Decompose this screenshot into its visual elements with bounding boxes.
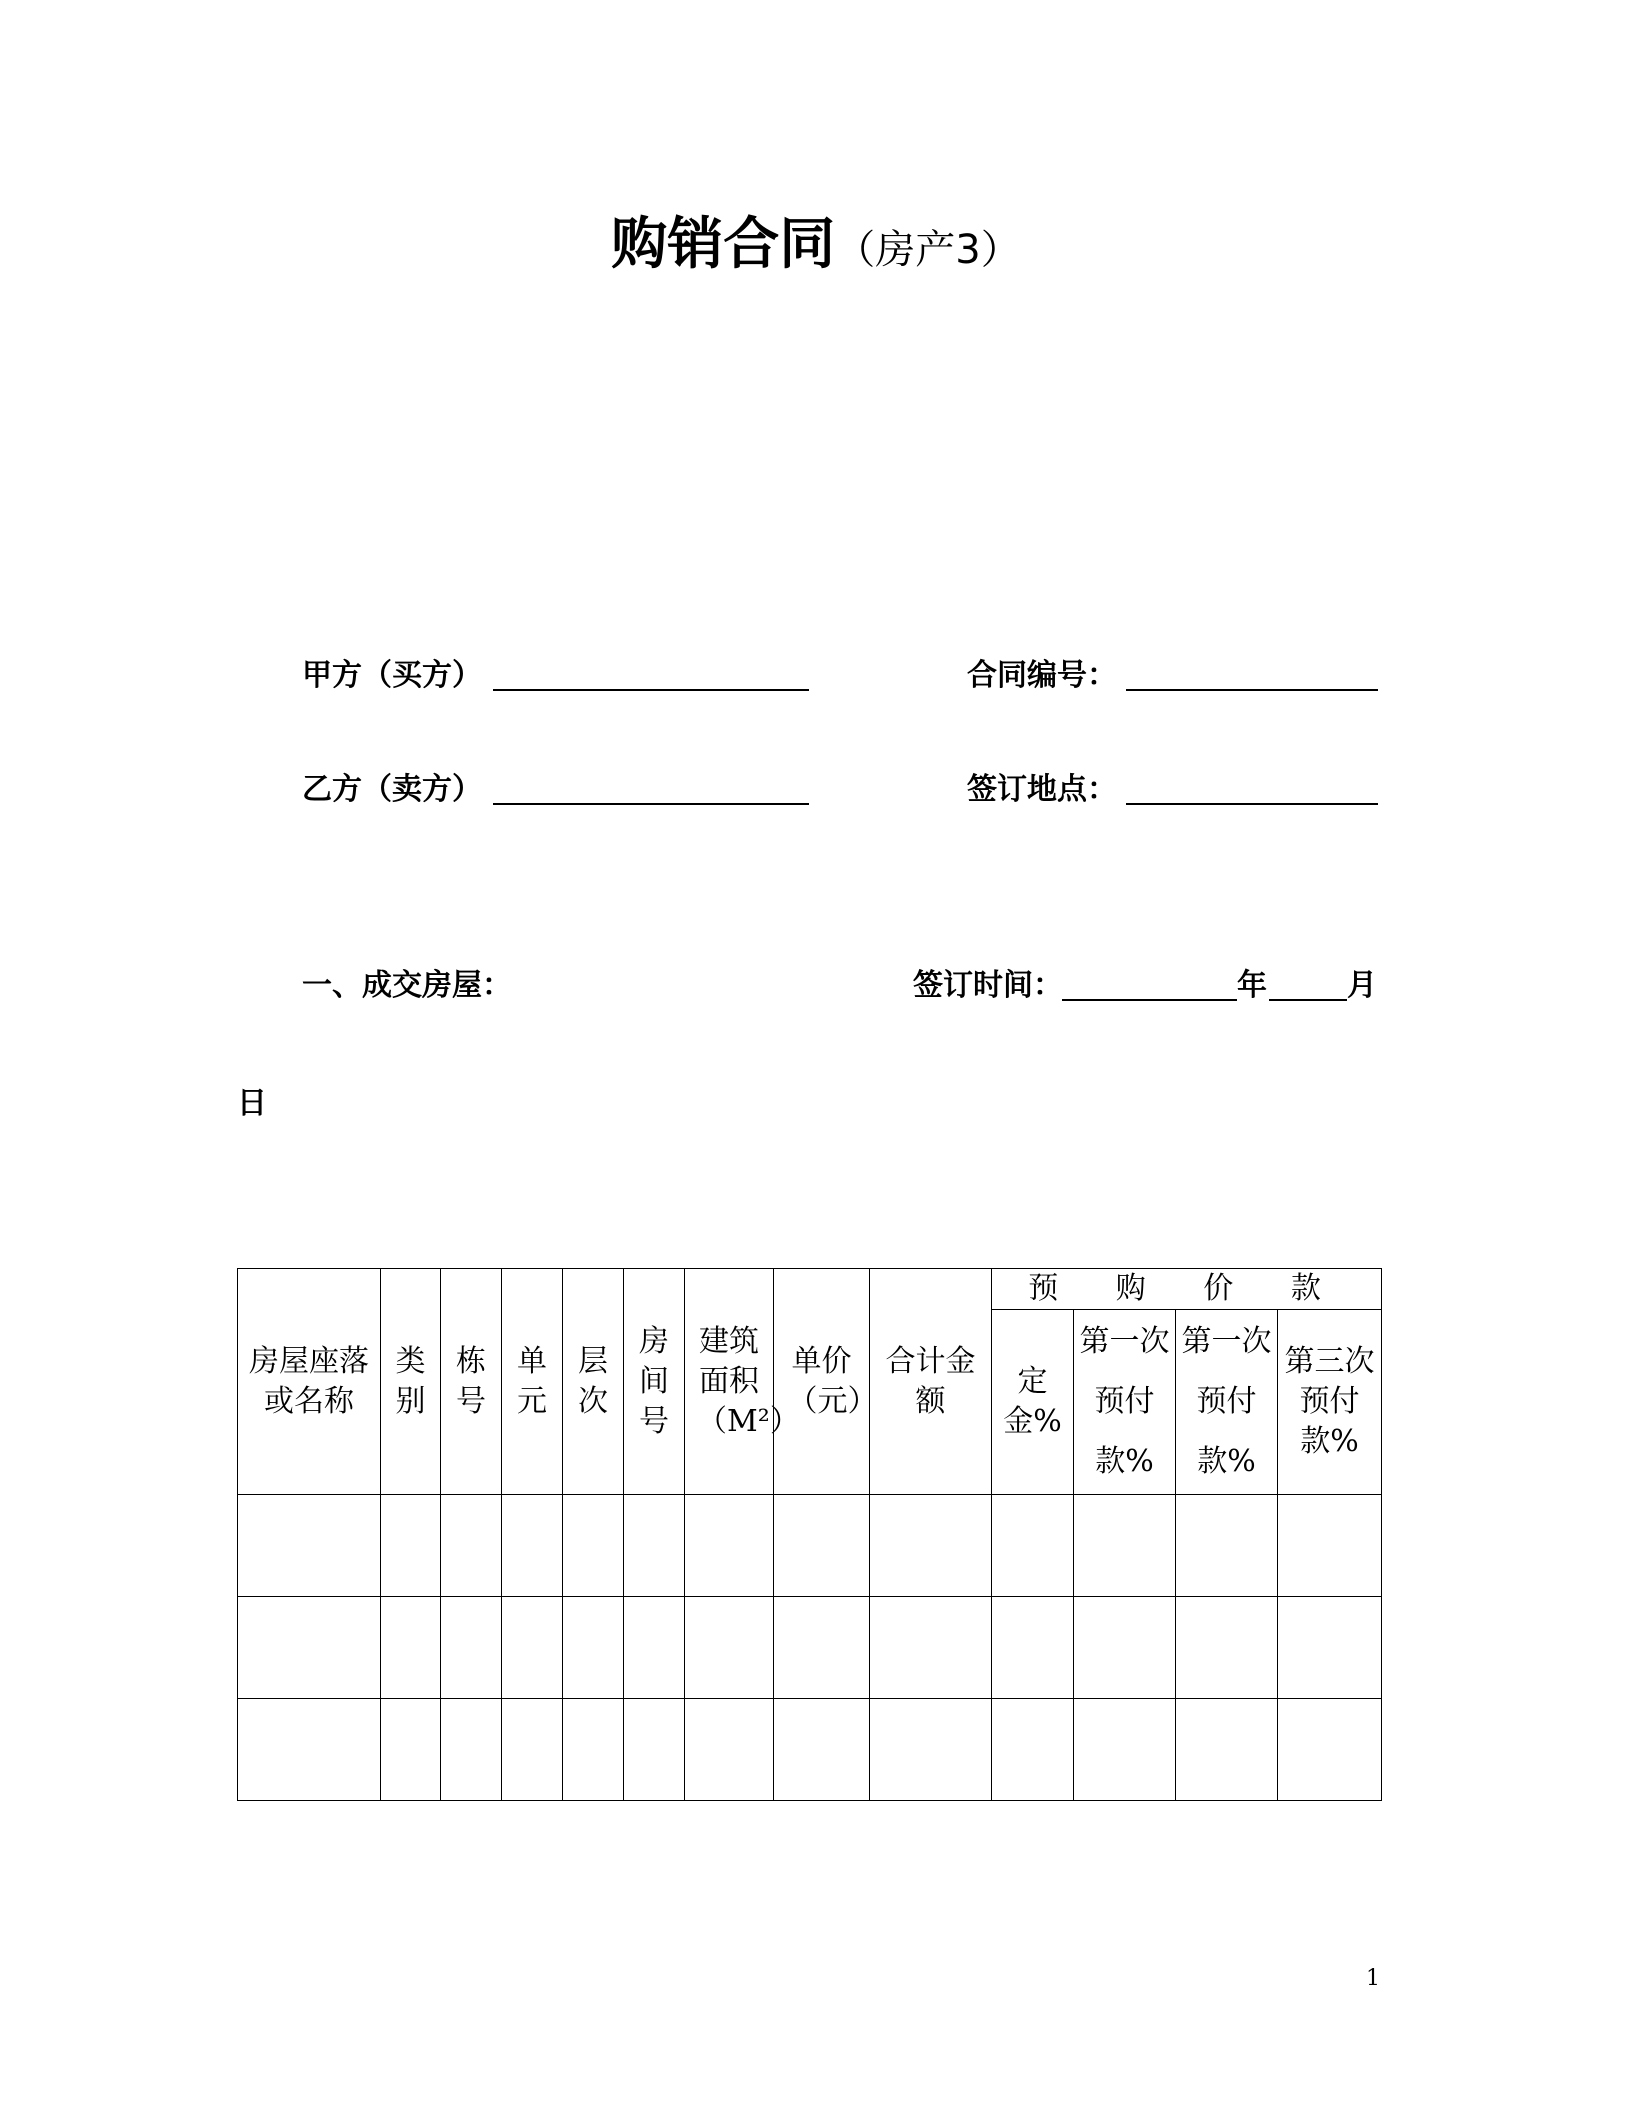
page-number: 1 xyxy=(1366,1966,1380,1991)
table-cell[interactable] xyxy=(502,1495,563,1597)
table-cell[interactable] xyxy=(502,1597,563,1699)
table-cell[interactable] xyxy=(624,1597,685,1699)
property-table xyxy=(237,1268,1382,1801)
year-label: 年 xyxy=(1237,968,1267,1003)
table-cell[interactable] xyxy=(238,1597,381,1699)
title-sub: （房产3） xyxy=(835,227,1021,273)
table-cell[interactable] xyxy=(502,1699,563,1801)
table-cell[interactable] xyxy=(624,1699,685,1801)
table-cell[interactable] xyxy=(992,1597,1074,1699)
header-area-text: 建筑面积（M²） xyxy=(697,1323,800,1439)
sign-month-field[interactable] xyxy=(1269,999,1347,1001)
table-cell[interactable] xyxy=(870,1699,992,1801)
table-cell[interactable] xyxy=(381,1495,441,1597)
header-building xyxy=(441,1269,502,1495)
table-cell[interactable] xyxy=(441,1597,502,1699)
table-cell[interactable] xyxy=(992,1495,1074,1597)
contract-number-label: 合同编号： xyxy=(967,658,1117,693)
header-category xyxy=(381,1269,441,1495)
table-cell[interactable] xyxy=(1074,1597,1176,1699)
header-first-pay-text: 第一次预付款% xyxy=(1079,1324,1170,1479)
header-floor-text: 层次 xyxy=(578,1343,608,1419)
header-third-pay xyxy=(1278,1310,1382,1495)
header-floor xyxy=(563,1269,624,1495)
table-cell[interactable] xyxy=(563,1699,624,1801)
table-row xyxy=(238,1699,1382,1801)
page-title xyxy=(0,200,1632,280)
party-b-field[interactable] xyxy=(493,803,809,805)
header-total xyxy=(870,1269,992,1495)
header-location xyxy=(238,1269,381,1495)
header-second-pay xyxy=(1176,1310,1278,1495)
table-cell[interactable] xyxy=(685,1699,774,1801)
header-area xyxy=(685,1269,800,1495)
table-cell[interactable] xyxy=(238,1699,381,1801)
sign-year-field[interactable] xyxy=(1062,999,1237,1001)
header-building-text: 栋号 xyxy=(456,1343,486,1419)
header-unit-price-text: 单价（元） xyxy=(787,1343,878,1419)
header-category-text: 类别 xyxy=(395,1343,426,1419)
table-cell[interactable] xyxy=(441,1699,502,1801)
header-room xyxy=(624,1269,685,1495)
header-third-pay-text: 第三次预付款% xyxy=(1284,1344,1375,1459)
table-cell[interactable] xyxy=(774,1495,870,1597)
table-row xyxy=(238,1597,1382,1699)
table-cell[interactable] xyxy=(563,1597,624,1699)
table-cell[interactable] xyxy=(774,1597,870,1699)
sign-time-label: 签订时间： xyxy=(913,968,1063,1003)
table-cell[interactable] xyxy=(992,1699,1074,1801)
table-cell[interactable] xyxy=(685,1495,774,1597)
table-cell[interactable] xyxy=(870,1495,992,1597)
table-cell[interactable] xyxy=(441,1495,502,1597)
table-cell[interactable] xyxy=(1176,1495,1278,1597)
header-unit-text: 单元 xyxy=(517,1343,547,1419)
day-label: 日 xyxy=(237,1086,267,1121)
table-cell[interactable] xyxy=(685,1597,774,1699)
header-total-text: 合计金额 xyxy=(885,1343,976,1419)
header-first-pay xyxy=(1074,1310,1176,1495)
table-cell[interactable] xyxy=(1176,1597,1278,1699)
table-cell[interactable] xyxy=(563,1495,624,1597)
table-cell[interactable] xyxy=(381,1597,441,1699)
table-cell[interactable] xyxy=(381,1699,441,1801)
section-one-heading: 一、成交房屋： xyxy=(302,968,512,1003)
table-cell[interactable] xyxy=(1278,1597,1382,1699)
sign-place-field[interactable] xyxy=(1126,803,1378,805)
title-main: 购销合同 xyxy=(611,212,836,277)
table-cell[interactable] xyxy=(1176,1699,1278,1801)
sign-place-label: 签订地点： xyxy=(967,772,1117,807)
header-prepay-group: 预 购 价 款 xyxy=(992,1269,1382,1310)
party-a-field[interactable] xyxy=(493,689,809,691)
header-unit xyxy=(502,1269,563,1495)
header-deposit: 定金% xyxy=(992,1310,1074,1495)
header-location-text: 房屋座落或名称 xyxy=(249,1343,369,1419)
party-b-label: 乙方（卖方） xyxy=(302,772,482,807)
party-a-label: 甲方（买方） xyxy=(302,658,482,693)
table-cell[interactable] xyxy=(1278,1699,1382,1801)
month-label: 月 xyxy=(1347,968,1377,1003)
header-unit-price xyxy=(774,1269,878,1495)
table-cell[interactable] xyxy=(624,1495,685,1597)
table-cell[interactable] xyxy=(1074,1495,1176,1597)
table-cell[interactable] xyxy=(238,1495,381,1597)
header-second-pay-text: 第一次预付款% xyxy=(1181,1324,1272,1479)
table-row xyxy=(238,1495,1382,1597)
table-cell[interactable] xyxy=(870,1597,992,1699)
table-cell[interactable] xyxy=(774,1699,870,1801)
header-room-text: 房间号 xyxy=(639,1323,669,1439)
contract-number-field[interactable] xyxy=(1126,689,1378,691)
table-cell[interactable] xyxy=(1074,1699,1176,1801)
table-cell[interactable] xyxy=(1278,1495,1382,1597)
